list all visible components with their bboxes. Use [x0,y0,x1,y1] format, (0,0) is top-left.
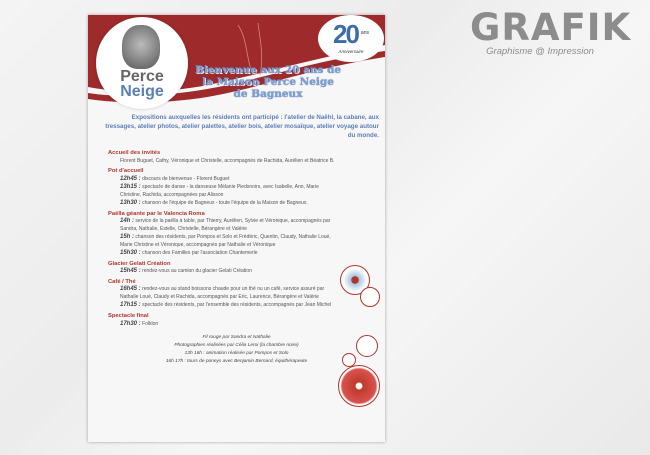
program [108,149,338,329]
program-text: chanson des résidents, par Pompos et Solo et Frédéric, Quentin, Claudy, Nathalie Loué, Marie Christine et Véronique, accompagnés par Nathalie et Véronique [120,233,331,248]
perce-neige-logo-photo [96,17,188,109]
program-section [108,167,338,207]
expositions-text: Expositions auxquelles les résidents ont participé : l'atelier de Naëhl, la cabane, aux tressages, atelier photos, atelier palettes, atelier bois, atelier mosaïque, atelier voyage autour du monde. [105,114,379,139]
program-section [108,149,338,165]
anniversary-number: 20 [333,19,358,49]
logo-text-neige: Neige [120,83,164,100]
program-time: 15h45 : [120,268,141,275]
section-heading: Spectacle final [108,313,149,320]
program-time: 16h45 : [120,286,141,293]
program-item [108,321,338,329]
logo-text-perce: Perce [120,68,164,85]
footer-line: Photographies réalisées par Célia Leroi (la chambre noire) [174,342,299,348]
program-item [108,302,338,310]
program-text: spectacle des résidents, par l'ensemble des résidents, accompagnés par Jean Michel [140,302,332,309]
brand-tagline: Graphisme @ Impression [486,46,594,57]
program-item [108,286,338,302]
program-section [108,312,338,328]
section-heading: Accueil des invités [108,150,161,156]
flower-decoration [338,365,380,407]
program-text: spectacle de danse - la danseuse Mélanie Piedsnoirs, avec Isabelle, Ann, Marie Christine, Rachida, accompagnées par Alisson [120,183,319,198]
flyer-title [183,64,353,100]
program-section [108,278,338,310]
program-item [108,218,338,234]
anniversary-row [318,20,384,48]
footer-line: 13h 16h : animation réalisée par Pompos et Solo [184,350,289,356]
footer-line: Fil rouge par Sandra et Nathalie [202,334,271,340]
brand-name: GRAFIK [470,6,632,49]
program-time: 14h : [120,218,135,225]
program-text: rendez-vous au camion du glacier Gelati Création [140,268,252,275]
section-heading: Paëlla géante par le Valencia Roma [108,210,205,217]
program-text: Florent Buguet, Cathy, Véronique et Christelle, accompagnés de Rachida, Aurélien et Béatrice B. [120,157,335,164]
program-item [108,200,338,208]
anniversary-ans: ans [360,30,369,36]
program-column [108,147,365,366]
program-item [108,234,338,250]
section-heading: Glacier Gelati Création [108,260,171,267]
program-item [108,268,338,276]
program-time: 15h30 : [120,249,141,256]
program-text: Folklon [140,320,159,327]
portrait-image [122,25,160,69]
program-item [108,250,338,258]
anniversary-badge [318,15,384,62]
program-time: 17h15 : [120,302,141,309]
program-time: 15h : [120,233,135,240]
program-text: chanson de l'équipe de Bagneux - toute l'équipe de la Maison de Bagneux. [140,199,308,206]
program-section [108,260,338,276]
section-heading: Café / Thé [108,278,136,285]
program-time: 13h30 : [120,199,141,206]
program-item [108,176,338,184]
program-text: rendez-vous au stand boissons chaude pour un thé ou un café, service assuré par Nathalie Loué, Claudy et Rachida, accompagnés par Eric, Laurence, Bérangère et Valérie [120,286,325,301]
flyer-footer [108,334,365,366]
grafik-logo [470,6,632,57]
section-heading: Pot d'accueil [108,168,144,175]
program-item [108,184,338,200]
program-text: service de la paëlla à table, par Thierry, Aurélien, Sylvie et Véronique, accompagnés par Sandra, Nathalie, Estelle, Christelle, Bérangère et Valérie [120,218,331,232]
title-line: la Maison Perce Neige [202,76,334,88]
event-flyer [88,15,385,442]
program-text: discours de bienvenue - Florent Buguet [140,175,230,182]
footer-line: 16h 17h : tours de poneys avec Benjamin Bernard, équithérapeute [165,358,308,364]
program-time: 13h15 : [120,183,141,190]
program-time: 12h45 : [120,175,141,182]
program-time: 17h30 : [120,320,141,327]
title-line: de Bagneux [233,88,303,100]
program-item [108,158,338,166]
anniversary-label: Anniversaire [338,49,364,54]
program-section [108,210,338,258]
program-text: chanson des Familles par l'association Chantemerle [140,249,258,256]
title-line: Bienvenue aux 20 ans de [194,64,342,76]
